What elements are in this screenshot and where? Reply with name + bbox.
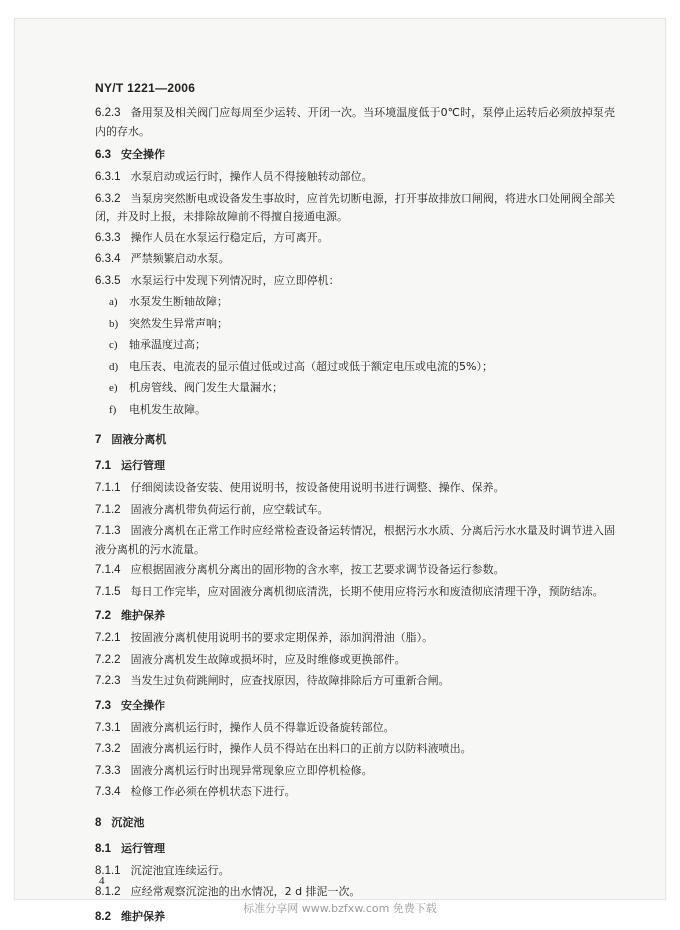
clause-text: 固液分离机运行时，操作人员不得靠近设备旋转部位。: [130, 720, 395, 734]
section-heading: [95, 697, 615, 715]
clause-paragraph: [95, 719, 615, 738]
clause-paragraph: [95, 190, 615, 226]
clause-text: 水泵启动或运行时，操作人员不得接触转动部位。: [130, 170, 373, 183]
clause-text: 安全操作: [121, 148, 165, 161]
clause-text: 维护保养: [121, 909, 165, 923]
list-item: [109, 315, 615, 334]
clause-number: 6.3.2: [95, 192, 121, 205]
clause-paragraph: [95, 501, 615, 520]
clause-text: 突然发生异常声响；: [129, 316, 228, 330]
clause-text: 检修工作必须在停机状态下进行。: [130, 785, 296, 798]
chapter-heading: [95, 814, 615, 832]
clause-text: 安全操作: [121, 698, 165, 712]
clause-text: 电压表、电流表的显示值过低或过高（超过或低于额定电压或电流的5%）；: [129, 359, 493, 373]
clause-number: 7.3: [95, 699, 111, 712]
clause-paragraph: [95, 522, 615, 558]
clause-number: 7.2.1: [95, 632, 121, 644]
clause-number: 6.3.1: [95, 171, 121, 183]
clause-number: 6.3.3: [95, 231, 121, 244]
clause-text: 当泵房突然断电或设备发生事故时，应首先切断电源，打开事故排放口闸阀，将进水口处闸阀全部关闭，并及时上报，未排除故障前不得擅自接通电源。: [95, 191, 615, 223]
clause-number: 7.3.3: [95, 764, 121, 777]
clause-number: 7.2: [95, 610, 111, 622]
clause-paragraph: [95, 862, 615, 881]
clause-number: 7.3.1: [95, 721, 121, 734]
clause-number: 7.1.1: [95, 482, 121, 494]
clause-paragraph: [95, 883, 615, 902]
clause-text: 沉淀池宜连续运行。: [130, 863, 230, 877]
list-label: d): [109, 360, 119, 373]
clause-paragraph: [95, 783, 615, 802]
clause-number: 7.1: [95, 460, 111, 472]
clause-number: 7.1.3: [95, 525, 121, 537]
clause-paragraph: [95, 561, 615, 580]
sections-container: [95, 104, 615, 926]
clause-text: 固液分离机: [111, 433, 167, 446]
clause-number: 6.2.3: [95, 107, 121, 119]
list-label: c): [109, 339, 118, 351]
clause-text: 操作人员在水泵运行稳定后，方可离开。: [130, 230, 329, 244]
clause-text: 固液分离机运行时出现异常现象应立即停机检修。: [130, 763, 373, 777]
clause-number: 7: [95, 434, 102, 446]
clause-number: 8: [95, 816, 102, 829]
list-item: [109, 379, 615, 398]
list-label: f): [109, 403, 117, 416]
clause-paragraph: [95, 583, 615, 602]
clause-paragraph: [95, 479, 615, 498]
clause-text: 沉淀池: [111, 815, 145, 829]
clause-number: 8.1: [95, 842, 111, 855]
clause-number: 7.1.2: [95, 503, 121, 516]
list-item: [109, 336, 615, 355]
chapter-heading: [95, 431, 615, 449]
clause-text: 机房管线、阀门发生大量漏水；: [129, 381, 283, 394]
clause-paragraph: [95, 272, 615, 291]
list-label: e): [109, 382, 118, 394]
clause-number: 7.3.4: [95, 786, 121, 798]
clause-number: 6.3.5: [95, 274, 121, 287]
section-heading: [95, 146, 615, 164]
page-number: 4: [99, 875, 105, 887]
section-heading: [95, 840, 615, 858]
clause-paragraph: [95, 762, 615, 781]
clause-paragraph: [95, 104, 615, 140]
clause-number: 6.3.4: [95, 253, 121, 265]
section-heading: [95, 457, 615, 475]
clause-text: 固液分离机带负荷运行前，应空载试车。: [130, 502, 329, 516]
clause-number: 7.2.2: [95, 653, 121, 666]
clause-text: 应根据固液分离机分离出的固形物的含水率，按工艺要求调节设备运行参数。: [130, 563, 505, 576]
clause-text: 固液分离机运行时，操作人员不得站在出料口的正前方以防料液喷出。: [130, 742, 472, 755]
clause-paragraph: [95, 740, 615, 759]
clause-paragraph: [95, 629, 615, 648]
section-heading: [95, 607, 615, 625]
standard-code-header: NY/T 1221—2006: [95, 81, 196, 95]
clause-text: 每日工作完毕，应对固液分离机彻底清洗，长期不使用应将污水和废渣彻底清理干净，预防结冻。: [130, 584, 604, 598]
clause-number: 6.3: [95, 149, 111, 161]
clause-text: 备用泵及相关阀门应每周至少运转、开闭一次。当环境温度低于0℃时，泵停止运转后必须放掉泵壳内的存水。: [95, 106, 615, 138]
clause-text: 应经常观察沉淀池的出水情况，2 d 排泥一次。: [130, 885, 361, 898]
clause-text: 运行管理: [121, 841, 165, 855]
clause-text: 固液分离机发生故障或损坏时，应及时维修或更换部件。: [130, 652, 406, 666]
clause-text: 严禁频繁启动水泵。: [130, 252, 230, 265]
clause-number: 7.3.2: [95, 743, 121, 755]
clause-text: 当发生过负荷跳闸时，应查找原因，待故障排除后方可重新合闸。: [130, 674, 450, 687]
clause-text: 电机发生故障。: [129, 402, 206, 416]
clause-text: 仔细阅读设备安装、使用说明书，按设备使用说明书进行调整、操作、保养。: [130, 481, 505, 494]
watermark-text: 标准分享网 www.bzfxw.com 免费下载: [243, 902, 437, 915]
clause-number: 8.1.2: [95, 886, 121, 898]
clause-text: 水泵发生断轴故障；: [129, 295, 228, 308]
list-label: b): [109, 317, 119, 330]
clause-text: 按固液分离机使用说明书的要求定期保养，添加润滑油（脂）。: [130, 631, 434, 644]
clause-number: 7.1.5: [95, 585, 121, 598]
document-body: [95, 81, 615, 930]
clause-paragraph: [95, 168, 615, 187]
clause-number: 8.2: [95, 910, 111, 923]
list-label: a): [109, 296, 118, 308]
list-item: [109, 358, 615, 377]
clause-text: 运行管理: [121, 459, 165, 472]
clause-text: 固液分离机在正常工作时应经常检查设备运转情况，根据污水水质、分离后污水水量及时调节进入固液分离机的污水流量。: [95, 524, 615, 556]
clause-number: 7.2.3: [95, 675, 121, 687]
list-item: [109, 293, 615, 312]
list-item: [109, 401, 615, 420]
clause-paragraph: [95, 651, 615, 670]
clause-text: 维护保养: [121, 609, 165, 622]
clause-paragraph: [95, 250, 615, 269]
clause-text: 水泵运行中发现下列情况时，应立即停机：: [130, 273, 340, 287]
clause-number: 7.1.4: [95, 564, 121, 576]
clause-paragraph: [95, 672, 615, 691]
clause-number: 8.1.1: [95, 864, 121, 877]
clause-paragraph: [95, 229, 615, 248]
clause-text: 轴承温度过高；: [129, 338, 206, 351]
